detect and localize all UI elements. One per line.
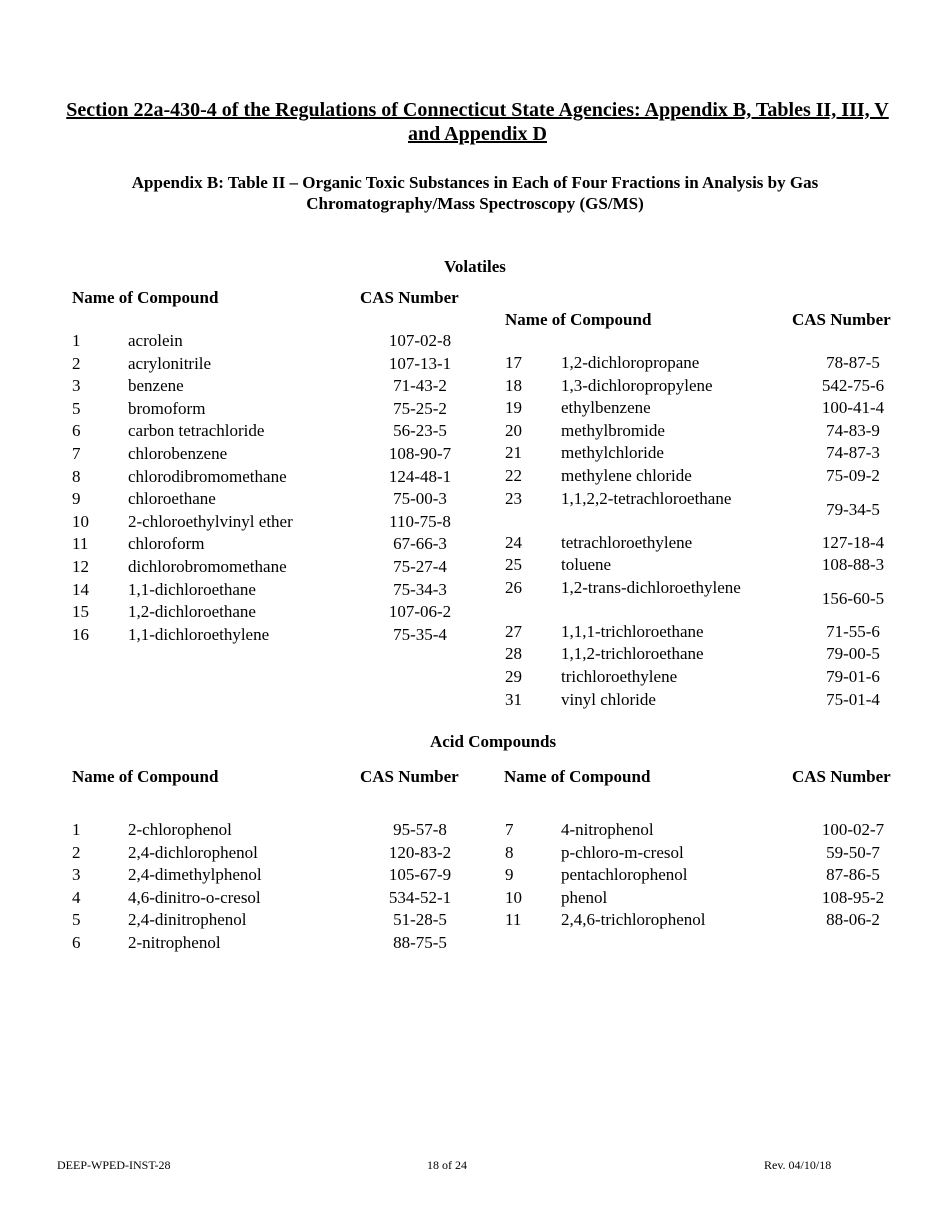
compound-name: chloroform: [128, 534, 205, 554]
footer-page-number: 18 of 24: [427, 1158, 467, 1172]
row-number: 6: [72, 421, 81, 441]
table-row: [72, 330, 472, 353]
row-number: 22: [505, 465, 522, 485]
table-row: [72, 420, 472, 443]
cas-number: 88-75-5: [393, 932, 447, 952]
acid-left-table: [72, 819, 472, 955]
cas-number: 56-23-5: [393, 421, 447, 441]
compound-name: phenol: [561, 887, 608, 907]
row-number: 2: [72, 842, 81, 862]
row-number: 2: [72, 353, 81, 373]
row-number: 3: [72, 376, 81, 396]
cas-number: 108-95-2: [821, 887, 885, 907]
compound-name: 1,3-dichloropropylene: [561, 375, 713, 395]
table-row: [72, 601, 472, 624]
cas-number: 71-55-6: [826, 621, 880, 641]
compound-name: 1,2-dichloropropane: [561, 353, 700, 372]
row-number: 15: [72, 602, 89, 622]
compound-name: chlorobenzene: [128, 443, 228, 463]
compound-name: 4-nitrophenol: [561, 820, 654, 839]
row-number: 26: [505, 577, 522, 597]
cas-number: 79-00-5: [826, 644, 880, 664]
volatiles-right-table: [505, 352, 925, 711]
compound-name: 2,4-dinitrophenol: [128, 910, 247, 930]
cas-number: 107-13-1: [388, 353, 452, 373]
compound-name: vinyl chloride: [561, 689, 656, 709]
table-row: [72, 909, 472, 932]
compound-name: methylbromide: [561, 420, 665, 440]
cas-number: 120-83-2: [388, 842, 452, 862]
table-row: [72, 624, 472, 647]
row-number: 11: [72, 534, 89, 554]
cas-number: 67-66-3: [393, 534, 447, 554]
compound-name: 1,2-dichloroethane: [128, 602, 256, 622]
cas-number: 105-67-9: [388, 865, 452, 885]
table-row: [505, 909, 925, 932]
row-number: 21: [505, 443, 522, 463]
compound-name: p-chloro-m-cresol: [561, 842, 684, 862]
table-row: [72, 466, 472, 489]
compound-name: 2,4-dimethylphenol: [128, 865, 262, 885]
compound-name: chloroethane: [128, 489, 216, 509]
volatiles-right-name-header: Name of Compound: [505, 310, 652, 329]
footer-document-id: DEEP-WPED-INST-28: [57, 1158, 171, 1172]
cas-number: 59-50-7: [826, 842, 880, 862]
table-row: [72, 488, 472, 511]
table-row: [72, 533, 472, 556]
cas-number: 110-75-8: [389, 511, 451, 531]
row-number: 6: [72, 932, 81, 952]
compound-name: acrylonitrile: [128, 353, 212, 373]
table-row: [72, 511, 472, 534]
cas-number: 74-87-3: [826, 443, 880, 463]
table-row: [505, 442, 925, 465]
table-row: [505, 643, 925, 666]
table-row: [505, 375, 925, 398]
cas-number: 108-90-7: [388, 443, 452, 463]
row-number: 10: [72, 511, 89, 531]
table-row: [72, 819, 472, 842]
row-number: 20: [505, 420, 522, 440]
cas-number: 127-18-4: [821, 532, 885, 552]
row-number: 23: [505, 488, 522, 508]
row-number: 19: [505, 398, 522, 418]
cas-number: 75-34-3: [393, 579, 447, 599]
cas-number: 107-02-8: [388, 331, 452, 350]
row-number: 31: [505, 689, 522, 709]
table-row: [505, 532, 925, 555]
document-title: Section 22a-430-4 of the Regulations of Connecticut State Agencies: Appendix B, Tables II, III, V and Appendix D: [66, 99, 889, 145]
table-row: [505, 352, 925, 375]
cas-number: 88-06-2: [826, 910, 880, 930]
cas-number: 51-28-5: [393, 910, 447, 930]
table-row: [72, 864, 472, 887]
row-number: 9: [72, 489, 81, 509]
table-row: [72, 353, 472, 376]
row-number: 24: [505, 532, 522, 552]
table-row: [72, 556, 472, 579]
row-number: 27: [505, 621, 522, 641]
table-row: [505, 666, 925, 689]
cas-number: 108-88-3: [821, 555, 885, 575]
cas-number: 75-27-4: [393, 556, 447, 576]
compound-name: bromoform: [128, 398, 206, 418]
row-number: 8: [505, 842, 514, 862]
volatiles-left-table: [72, 330, 472, 646]
table-row: [72, 443, 472, 466]
row-number: 3: [72, 865, 81, 885]
cas-number: 75-25-2: [393, 398, 447, 418]
compound-name: 2-nitrophenol: [128, 932, 221, 952]
cas-number: 124-48-1: [388, 466, 452, 486]
table-row: [505, 554, 925, 577]
table-subtitle: Appendix B: Table II – Organic Toxic Substances in Each of Four Fractions in Analysis by Gas Chromatography/Mass Spectroscopy (GS/MS): [131, 173, 819, 213]
table-row: [505, 864, 925, 887]
compound-name: 1,1,1-trichloroethane: [561, 621, 704, 641]
table-row: [505, 465, 925, 488]
cas-number: 75-09-2: [826, 465, 880, 485]
acid-left-cas-header: CAS Number: [360, 767, 459, 786]
table-row: [505, 577, 925, 621]
table-row: [72, 887, 472, 910]
table-row: [505, 689, 925, 712]
cas-number: 79-01-6: [826, 666, 880, 686]
cas-number: 75-01-4: [826, 689, 880, 709]
table-row: [505, 420, 925, 443]
table-row: [505, 887, 925, 910]
compound-name: trichloroethylene: [561, 666, 678, 686]
row-number: 29: [505, 666, 522, 686]
compound-name: 4,6-dinitro-o-cresol: [128, 887, 261, 907]
compound-name: methylene chloride: [561, 465, 692, 485]
acid-left-name-header: Name of Compound: [72, 767, 219, 786]
row-number: 11: [505, 910, 522, 930]
compound-name: 1,1-dichloroethane: [128, 579, 256, 599]
acid-right-cas-header: CAS Number: [792, 767, 891, 786]
row-number: 5: [72, 910, 81, 930]
cas-number: 78-87-5: [826, 353, 880, 372]
volatiles-left-cas-header: CAS Number: [360, 288, 459, 307]
row-number: 5: [72, 398, 81, 418]
table-row: [505, 621, 925, 644]
compound-name: 1,1,2,2-tetrachloroethane: [561, 488, 732, 508]
row-number: 16: [72, 624, 89, 644]
row-number: 12: [72, 556, 89, 576]
compound-name: 2-chlorophenol: [128, 820, 232, 839]
row-number: 8: [72, 466, 81, 486]
compound-name: dichlorobromomethane: [128, 556, 287, 576]
row-number: 25: [505, 555, 522, 575]
compound-name: tetrachloroethylene: [561, 532, 693, 552]
volatiles-heading: Volatiles: [444, 257, 506, 276]
compound-name: benzene: [128, 376, 184, 396]
cas-number: 75-00-3: [393, 489, 447, 509]
acid-right-name-header: Name of Compound: [504, 767, 651, 786]
cas-number: 156-60-5: [821, 588, 885, 608]
compound-name: chlorodibromomethane: [128, 466, 287, 486]
compound-name: methylchloride: [561, 443, 664, 463]
cas-number: 79-34-5: [826, 499, 880, 519]
cas-number: 100-41-4: [821, 398, 885, 418]
cas-number: 107-06-2: [388, 602, 452, 622]
table-row: [72, 932, 472, 955]
table-row: [72, 579, 472, 602]
table-row: [505, 397, 925, 420]
cas-number: 100-02-7: [821, 820, 885, 839]
table-row: [72, 375, 472, 398]
compound-name: 1,1-dichloroethylene: [128, 624, 270, 644]
row-number: 14: [72, 579, 89, 599]
cas-number: 95-57-8: [393, 820, 447, 839]
acid-compounds-heading: Acid Compounds: [429, 732, 557, 751]
table-row: [72, 398, 472, 421]
compound-name: ethylbenzene: [561, 398, 651, 418]
table-row: [72, 842, 472, 865]
row-number: 4: [72, 887, 81, 907]
table-row: [505, 488, 925, 532]
row-number: 1: [72, 331, 81, 350]
table-row: [505, 819, 925, 842]
cas-number: 74-83-9: [826, 420, 880, 440]
compound-name: 2,4-dichlorophenol: [128, 842, 258, 862]
row-number: 18: [505, 375, 522, 395]
compound-name: 1,2-trans-dichloroethylene: [561, 577, 741, 597]
row-number: 28: [505, 644, 522, 664]
compound-name: pentachlorophenol: [561, 865, 688, 885]
footer-revision-date: Rev. 04/10/18: [764, 1158, 832, 1172]
compound-name: carbon tetrachloride: [128, 421, 265, 441]
compound-name: acrolein: [128, 331, 183, 350]
row-number: 1: [72, 820, 81, 839]
compound-name: 2-chloroethylvinyl ether: [128, 511, 293, 531]
row-number: 7: [505, 820, 514, 839]
row-number: 7: [72, 443, 81, 463]
row-number: 10: [505, 887, 522, 907]
cas-number: 534-52-1: [388, 887, 452, 907]
compound-name: toluene: [561, 555, 612, 575]
volatiles-right-cas-header: CAS Number: [792, 310, 891, 329]
compound-name: 1,1,2-trichloroethane: [561, 644, 704, 664]
row-number: 9: [505, 865, 514, 885]
cas-number: 542-75-6: [821, 375, 885, 395]
acid-right-table: [505, 819, 925, 932]
row-number: 17: [505, 353, 522, 372]
cas-number: 75-35-4: [393, 624, 447, 644]
cas-number: 87-86-5: [826, 865, 880, 885]
compound-name: 2,4,6-trichlorophenol: [561, 910, 706, 930]
table-row: [505, 842, 925, 865]
volatiles-left-name-header: Name of Compound: [72, 288, 219, 307]
cas-number: 71-43-2: [393, 376, 447, 396]
